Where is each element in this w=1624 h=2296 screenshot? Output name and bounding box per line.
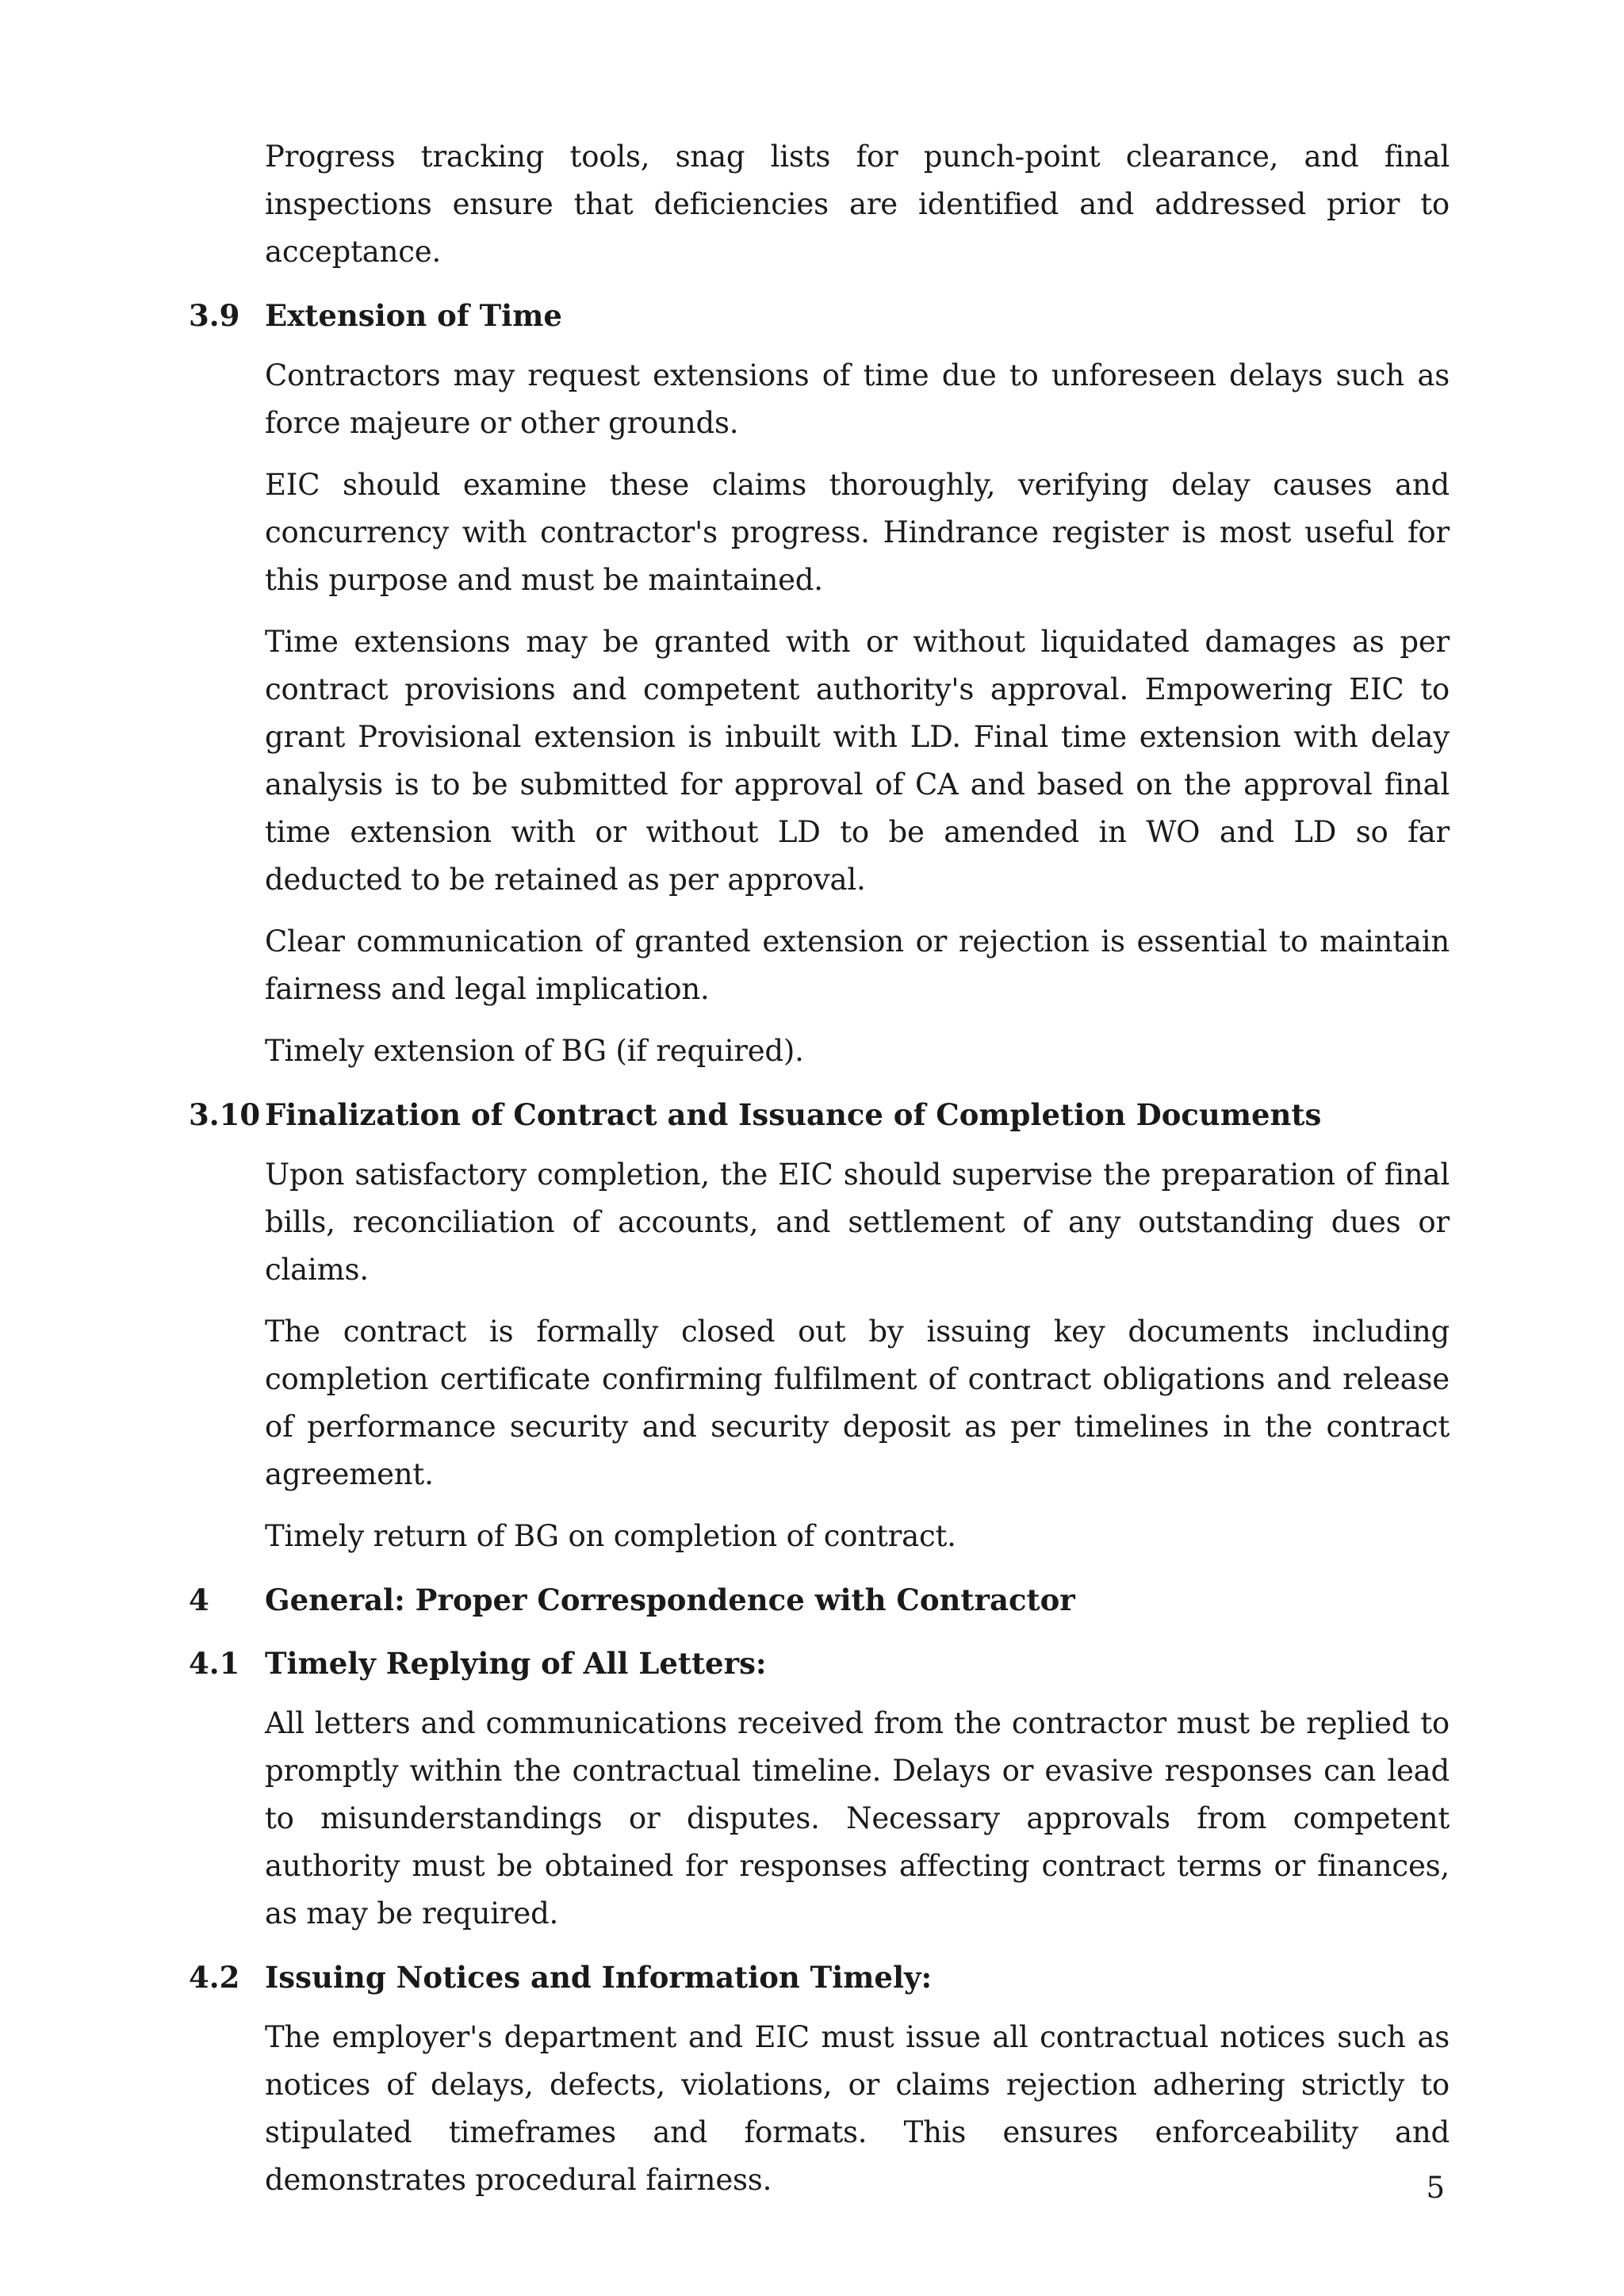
paragraph-satisfactory-completion: Upon satisfactory completion, the EIC should supervise the preparation of final bills, reconciliation of accounts, and settlement of any outstanding dues or claims. — [265, 1158, 1450, 1287]
section-title: Finalization of Contract and Issuance of Completion Documents — [265, 1097, 1322, 1132]
section-heading-4-1 — [189, 1640, 1450, 1687]
paragraph-timely-replying: All letters and communications received from the contractor must be replied to promptly within the contractual timeline. Delays or evasive responses can lead to misunderstandings or disputes. Necessary approvals from competent authority must be obtained for responses affecting contract terms or finances, as may be required. — [265, 1706, 1450, 1931]
paragraph-clear-communication: Clear communication of granted extension or rejection is essential to maintain fairness and legal implication. — [265, 924, 1450, 1006]
section-title: Issuing Notices and Information Timely: — [265, 1960, 933, 1995]
section-heading-4 — [189, 1576, 1450, 1624]
section-number: 3.9 — [189, 298, 240, 333]
paragraph-extension-request: Contractors may request extensions of time due to unforeseen delays such as force majeure or other grounds. — [265, 358, 1450, 440]
section-heading-3-9 — [189, 292, 1450, 339]
section-number: 3.10 — [189, 1097, 261, 1132]
paragraph-issuing-notices: The employer's department and EIC must issue all contractual notices such as notices of delays, defects, violations, or claims rejection adhering strictly to stipulated timeframes and formats. This ensures enforceability and demonstrates procedural fairness. — [265, 2020, 1450, 2197]
paragraph-progress-tracking: Progress tracking tools, snag lists for punch-point clearance, and final inspections ensure that deficiencies are identified and addressed prior to acceptance. — [265, 140, 1450, 269]
section-number: 4.1 — [189, 1646, 240, 1681]
section-number: 4 — [189, 1582, 209, 1617]
page-content — [189, 133, 1450, 2204]
paragraph-contract-closeout: The contract is formally closed out by issuing key documents including completion certificate confirming fulfilment of contract obligations and release of performance security and security deposit as per timelines in the contract agreement. — [265, 1314, 1450, 1491]
paragraph-bg-extension: Timely extension of BG (if required). — [265, 1034, 804, 1068]
paragraph-eic-examine: EIC should examine these claims thoroughly, verifying delay causes and concurrency with contractor's progress. Hindrance register is most useful for this purpose and must be maintained. — [265, 468, 1450, 597]
section-number: 4.2 — [189, 1960, 240, 1995]
section-heading-4-2 — [189, 1954, 1450, 2001]
section-heading-3-10 — [189, 1091, 1450, 1138]
section-title: Extension of Time — [265, 298, 562, 333]
section-title: General: Proper Correspondence with Contractor — [265, 1582, 1075, 1617]
paragraph-bg-return: Timely return of BG on completion of contract. — [265, 1519, 956, 1553]
page-number: 5 — [1426, 2171, 1445, 2205]
paragraph-time-extensions: Time extensions may be granted with or without liquidated damages as per contract provisions and competent authority's approval. Empowering EIC to grant Provisional extension is inbuilt with LD. Final time extension with delay analysis is to be submitted for approval of CA and based on the approval final time extension with or without LD to be amended in WO and LD so far deducted to be retained as per approval. — [265, 625, 1450, 897]
section-title: Timely Replying of All Letters: — [265, 1646, 767, 1681]
